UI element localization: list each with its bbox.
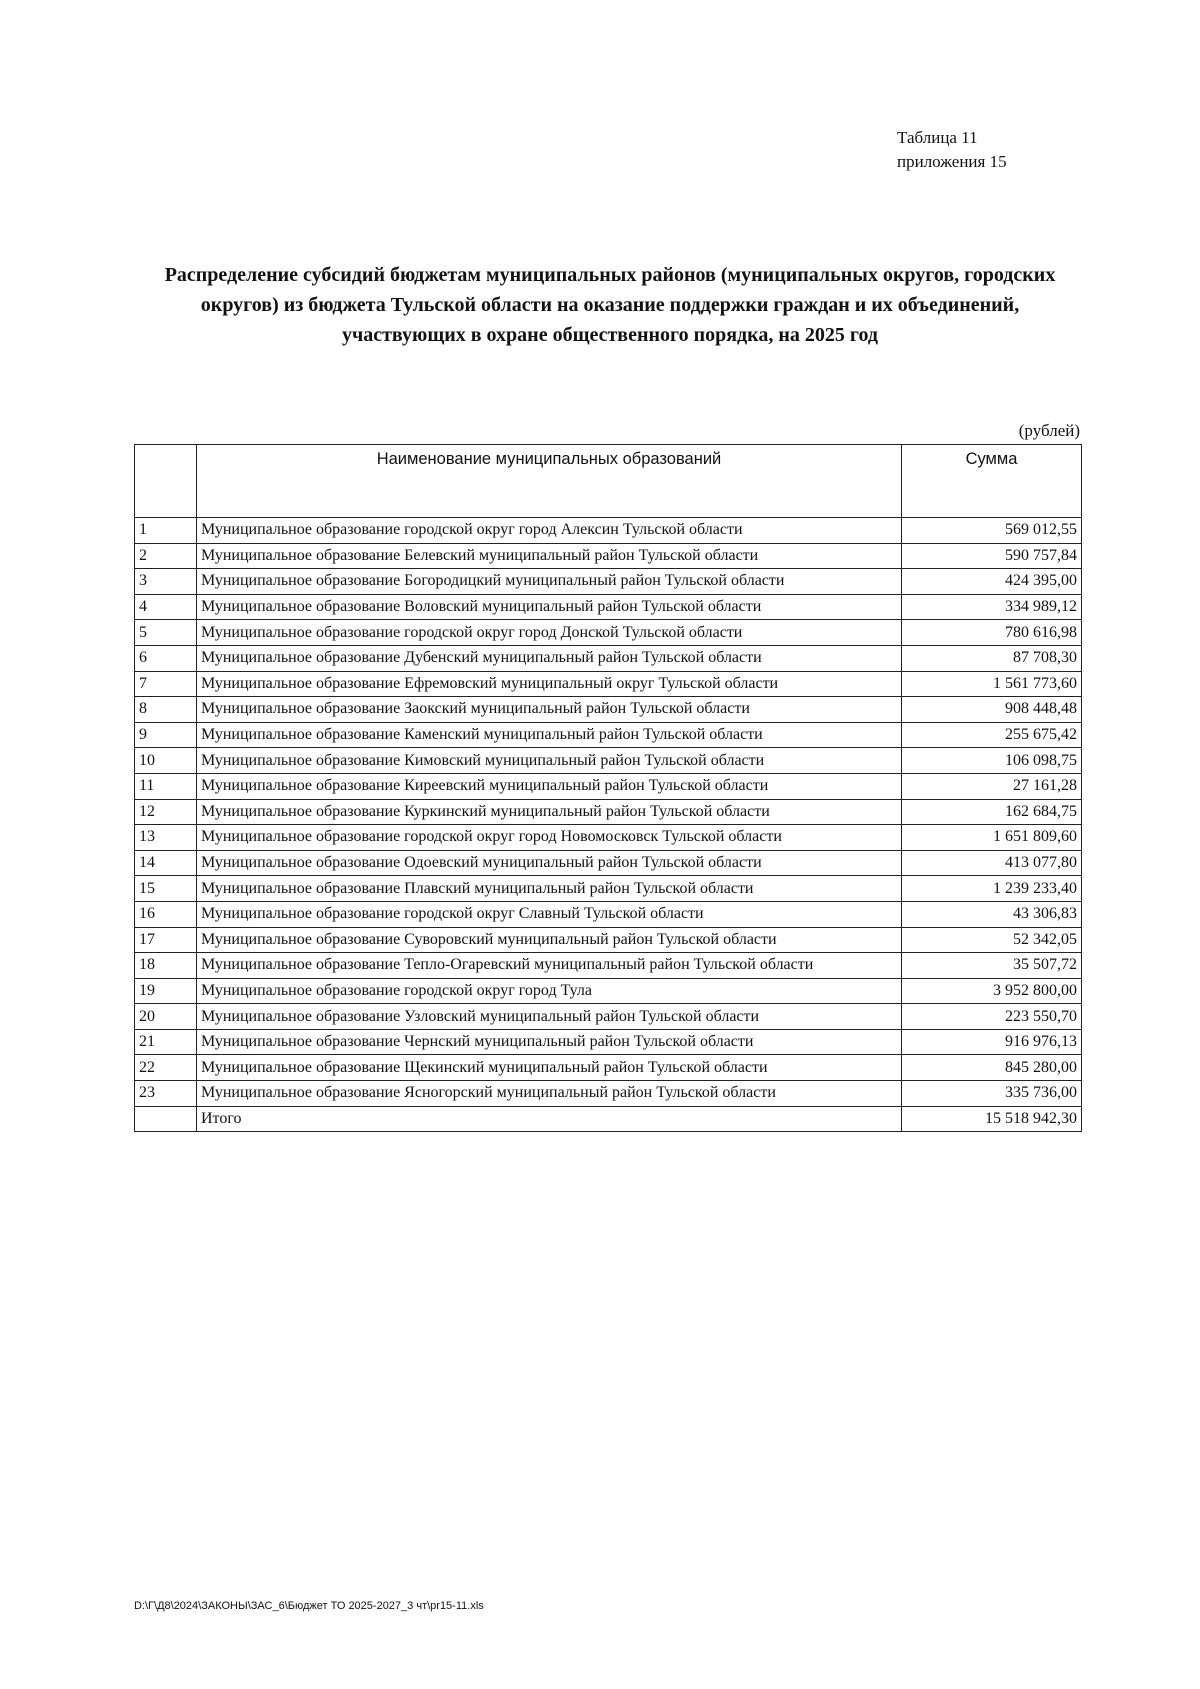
row-number: 5 — [135, 620, 197, 646]
row-number: 20 — [135, 1004, 197, 1030]
row-name: Муниципальное образование Куркинский муниципальный район Тульской области — [197, 799, 902, 825]
row-number: 19 — [135, 978, 197, 1004]
row-number: 7 — [135, 671, 197, 697]
subsidy-table — [134, 444, 1082, 1132]
row-name: Муниципальное образование Ефремовский муниципальный округ Тульской области — [197, 671, 902, 697]
header-number — [135, 445, 197, 518]
table-row — [135, 773, 1082, 799]
total-number-cell — [135, 1106, 197, 1132]
row-amount: 424 395,00 — [902, 569, 1082, 595]
row-amount: 334 989,12 — [902, 594, 1082, 620]
row-name: Муниципальное образование Ясногорский муниципальный район Тульской области — [197, 1081, 902, 1107]
row-amount: 106 098,75 — [902, 748, 1082, 774]
table-row — [135, 697, 1082, 723]
row-number: 16 — [135, 901, 197, 927]
row-amount: 413 077,80 — [902, 850, 1082, 876]
row-number: 8 — [135, 697, 197, 723]
unit-label: (рублей) — [1018, 421, 1080, 440]
row-amount: 908 448,48 — [902, 697, 1082, 723]
appendix-number: приложения 15 — [897, 152, 1007, 171]
row-number: 17 — [135, 927, 197, 953]
table-row — [135, 850, 1082, 876]
row-number: 2 — [135, 543, 197, 569]
row-name: Муниципальное образование Каменский муниципальный район Тульской области — [197, 722, 902, 748]
row-amount: 335 736,00 — [902, 1081, 1082, 1107]
row-amount: 780 616,98 — [902, 620, 1082, 646]
row-name: Муниципальное образование Чернский муниципальный район Тульской области — [197, 1029, 902, 1055]
document-title: Распределение субсидий бюджетам муниципальных районов (муниципальных округов, городских округов) из бюджета Тульской области на оказание поддержки граждан и их объединений, участвующих в охране общественного порядка, на 2025 год — [164, 264, 1056, 346]
row-amount: 3 952 800,00 — [902, 978, 1082, 1004]
table-row — [135, 901, 1082, 927]
row-amount: 223 550,70 — [902, 1004, 1082, 1030]
row-name: Муниципальное образование Богородицкий муниципальный район Тульской области — [197, 569, 902, 595]
row-amount: 590 757,84 — [902, 543, 1082, 569]
row-number: 15 — [135, 876, 197, 902]
row-name: Муниципальное образование городской округ Славный Тульской области — [197, 901, 902, 927]
row-name: Муниципальное образование Одоевский муниципальный район Тульской области — [197, 850, 902, 876]
table-row — [135, 825, 1082, 851]
row-name: Муниципальное образование Белевский муниципальный район Тульской области — [197, 543, 902, 569]
row-number: 3 — [135, 569, 197, 595]
total-label: Итого — [197, 1106, 902, 1132]
table-row — [135, 799, 1082, 825]
row-name: Муниципальное образование Киреевский муниципальный район Тульской области — [197, 773, 902, 799]
row-number: 12 — [135, 799, 197, 825]
row-name: Муниципальное образование Дубенский муниципальный район Тульской области — [197, 645, 902, 671]
table-row — [135, 1004, 1082, 1030]
row-amount: 35 507,72 — [902, 953, 1082, 979]
table-number: Таблица 11 — [897, 128, 978, 147]
table-row — [135, 645, 1082, 671]
row-name: Муниципальное образование городской округ город Новомосковск Тульской области — [197, 825, 902, 851]
row-amount: 255 675,42 — [902, 722, 1082, 748]
row-amount: 162 684,75 — [902, 799, 1082, 825]
row-amount: 1 561 773,60 — [902, 671, 1082, 697]
row-name: Муниципальное образование Воловский муниципальный район Тульской области — [197, 594, 902, 620]
table-row — [135, 978, 1082, 1004]
row-name: Муниципальное образование Тепло-Огаревский муниципальный район Тульской области — [197, 953, 902, 979]
table-row — [135, 927, 1082, 953]
row-name: Муниципальное образование городской округ город Донской Тульской области — [197, 620, 902, 646]
row-amount: 569 012,55 — [902, 518, 1082, 544]
total-row — [135, 1106, 1082, 1132]
table-row — [135, 876, 1082, 902]
row-amount: 1 651 809,60 — [902, 825, 1082, 851]
row-name: Муниципальное образование Суворовский муниципальный район Тульской области — [197, 927, 902, 953]
table-row — [135, 594, 1082, 620]
row-amount: 845 280,00 — [902, 1055, 1082, 1081]
row-name: Муниципальное образование городской округ город Тула — [197, 978, 902, 1004]
row-name: Муниципальное образование городской округ город Алексин Тульской области — [197, 518, 902, 544]
row-name: Муниципальное образование Кимовский муниципальный район Тульской области — [197, 748, 902, 774]
row-number: 9 — [135, 722, 197, 748]
row-name: Муниципальное образование Заокский муниципальный район Тульской области — [197, 697, 902, 723]
row-number: 23 — [135, 1081, 197, 1107]
file-path: D:\Г\Д8\2024\ЗАКОНЫ\ЗАС_6\Бюджет ТО 2025-2027_3 чт\pr15-11.xls — [134, 1600, 484, 1612]
row-amount: 1 239 233,40 — [902, 876, 1082, 902]
row-number: 1 — [135, 518, 197, 544]
table-row — [135, 620, 1082, 646]
table-row — [135, 722, 1082, 748]
row-number: 10 — [135, 748, 197, 774]
row-number: 11 — [135, 773, 197, 799]
table-reference — [897, 126, 1007, 174]
row-amount: 27 161,28 — [902, 773, 1082, 799]
row-name: Муниципальное образование Плавский муниципальный район Тульской области — [197, 876, 902, 902]
row-amount: 87 708,30 — [902, 645, 1082, 671]
row-number: 14 — [135, 850, 197, 876]
row-number: 13 — [135, 825, 197, 851]
table-header-row — [135, 445, 1082, 518]
row-amount: 52 342,05 — [902, 927, 1082, 953]
row-name: Муниципальное образование Щекинский муниципальный район Тульской области — [197, 1055, 902, 1081]
header-name: Наименование муниципальных образований — [197, 445, 902, 518]
table-row — [135, 671, 1082, 697]
row-number: 22 — [135, 1055, 197, 1081]
table-row — [135, 1055, 1082, 1081]
table-row — [135, 953, 1082, 979]
row-number: 18 — [135, 953, 197, 979]
row-amount: 43 306,83 — [902, 901, 1082, 927]
table-row — [135, 1029, 1082, 1055]
table-row — [135, 518, 1082, 544]
row-amount: 916 976,13 — [902, 1029, 1082, 1055]
table-row — [135, 748, 1082, 774]
table-row — [135, 543, 1082, 569]
table-row — [135, 1081, 1082, 1107]
row-name: Муниципальное образование Узловский муниципальный район Тульской области — [197, 1004, 902, 1030]
row-number: 4 — [135, 594, 197, 620]
header-amount: Сумма — [902, 445, 1082, 518]
row-number: 21 — [135, 1029, 197, 1055]
total-amount: 15 518 942,30 — [902, 1106, 1082, 1132]
table-row — [135, 569, 1082, 595]
row-number: 6 — [135, 645, 197, 671]
